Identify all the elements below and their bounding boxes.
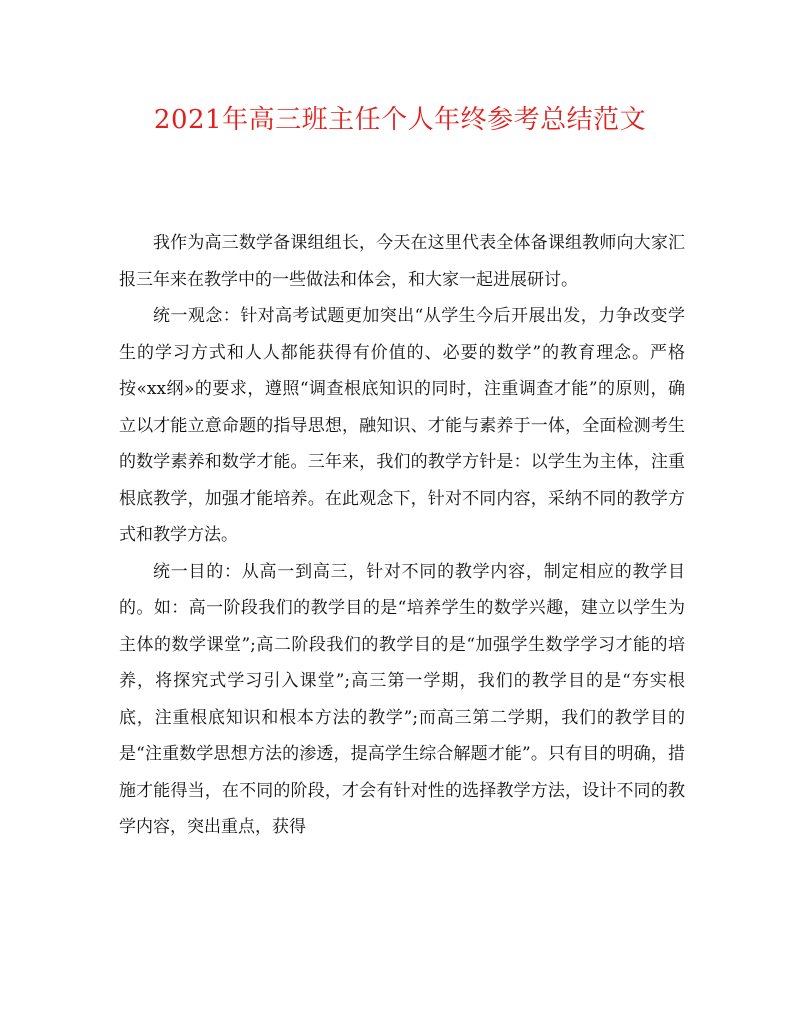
paragraph-unified-goal: 统一目的：从高一到高三，针对不同的教学内容，制定相应的教学目的。如：高一阶段我们的教学目的是“培养学生的数学兴趣，建立以学生为主体的数学课堂”;高二阶段我们的教学目的是“加强学生数学学习才能的培养，将探究式学习引入课堂”;高三第一学期，我们的教学目的是“夯实根底，注重根底知识和根本方法的教学”;而高三第二学期，我们的教学目的是“注重数学思想方法的渗透，提高学生综合解题才能”。只有目的明确，措施才能得当，在不同的阶段，才会有针对性的选择教学方法，设计不同的教学内容，突出重点，获得 bbox=[119, 561, 685, 837]
document-body bbox=[119, 225, 685, 846]
paragraph-intro: 我作为高三数学备课组组长，今天在这里代表全体备课组教师向大家汇报三年来在教学中的一些做法和体会，和大家一起进展研讨。 bbox=[119, 233, 685, 290]
document-title: 2021年高三班主任个人年终参考总结范文 bbox=[153, 105, 647, 135]
paragraph-unified-concept: 统一观念：针对高考试题更加突出“从学生今后开展出发，力争改变学生的学习方式和人人都能获得有价值的、必要的数学”的教育理念。严格按«xx纲»的要求，遵照“调查根底知识的同时，注重调查才能”的原则，确立以才能立意命题的指导思想，融知识、才能与素养于一体，全面检测考生的数学素养和数学才能。三年来，我们的教学方针是：以学生为主体，注重根底教学，加强才能培养。在此观念下，针对不同内容，采纳不同的教学方式和教学方法。 bbox=[119, 306, 685, 545]
